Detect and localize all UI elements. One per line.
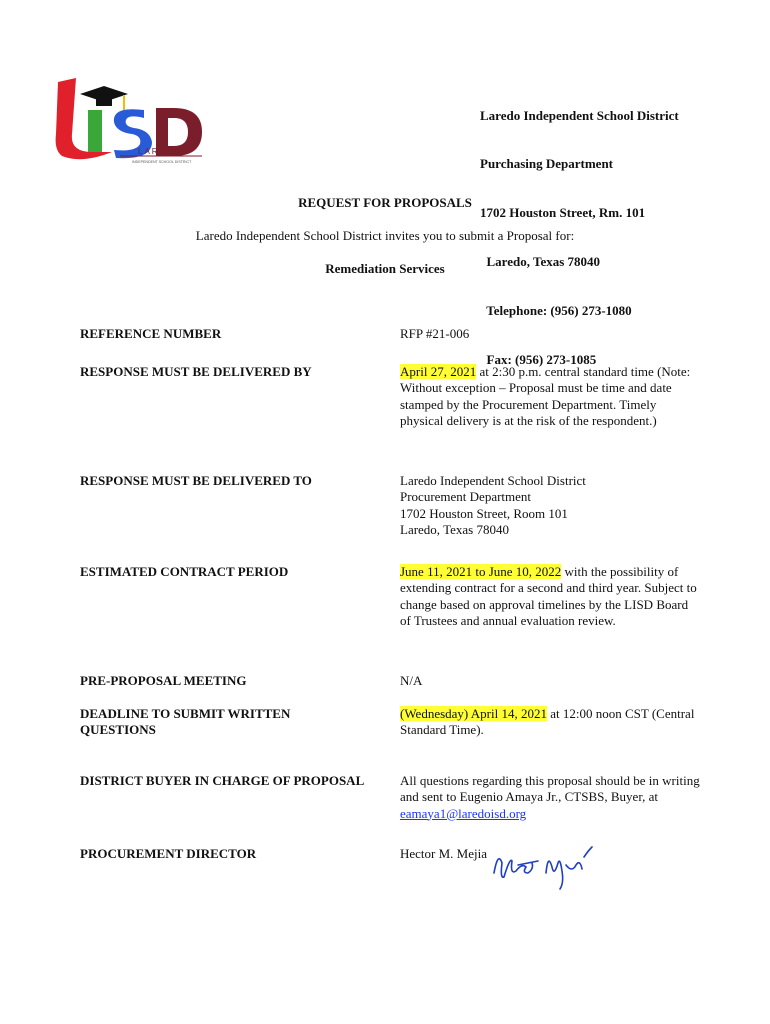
director-label: PROCUREMENT DIRECTOR (80, 846, 257, 861)
document-title: REQUEST FOR PROPOSALS (298, 195, 472, 210)
contract-period-label: ESTIMATED CONTRACT PERIOD (80, 564, 289, 579)
lisd-logo (52, 72, 212, 168)
questions-date: (Wednesday) April 14, 2021 (400, 706, 547, 721)
questions-label-line: QUESTIONS (80, 722, 156, 738)
preproposal-value: N/A (400, 673, 423, 688)
address-line: Fax: (956) 273-1085 (480, 352, 597, 368)
delivered-to-line: Laredo, Texas 78040 (400, 521, 509, 537)
questions-details: at 12:00 noon CST (Central Standard Time). (400, 706, 695, 738)
address-line: Laredo Independent School District (480, 107, 679, 123)
contract-period-value (400, 564, 700, 629)
buyer-label: DISTRICT BUYER IN CHARGE OF PROPOSAL (80, 773, 365, 788)
buyer-email-link[interactable]: eamaya1@laredoisd.org (400, 805, 527, 821)
delivered-to-address (400, 473, 700, 538)
address-line: Telephone: (956) 273-1080 (480, 303, 632, 319)
delivered-by-details: at 2:30 p.m. central standard time (Note: Without exception – Proposal must be time and date stamped by the Procurement Department. Timely physical delivery is at the risk of the respondent.) (400, 364, 691, 428)
service-name: Remediation Services (325, 261, 445, 276)
buyer-text: All questions regarding this proposal should be in writing and sent to Eugenio Amaya Jr., CTSBS, Buyer, at (400, 773, 700, 805)
intro-text: Laredo Independent School District invites you to submit a Proposal for: (195, 228, 575, 243)
delivered-to-line: Laredo Independent School District (400, 473, 586, 488)
buyer-value (400, 773, 700, 822)
logo-subtext: LAREDO (138, 147, 183, 156)
preproposal-label: PRE-PROPOSAL MEETING (80, 673, 247, 688)
address-line: Purchasing Department (480, 156, 614, 172)
contract-dates: June 11, 2021 to June 10, 2022 (400, 564, 562, 579)
reference-label: REFERENCE NUMBER (80, 326, 222, 341)
delivered-to-line: Procurement Department (400, 489, 532, 505)
address-line: 1702 Houston Street, Rm. 101 (480, 205, 646, 221)
reference-value: RFP #21-006 (400, 326, 470, 341)
address-line: Laredo, Texas 78040 (480, 254, 601, 270)
questions-deadline-label (80, 706, 290, 739)
delivered-by-date: April 27, 2021 (400, 364, 477, 379)
delivered-to-label: RESPONSE MUST BE DELIVERED TO (80, 473, 312, 488)
delivered-by-value (400, 364, 700, 429)
logo-tagline: INDEPENDENT SCHOOL DISTRICT (132, 160, 192, 164)
contract-details: with the possibility of extending contract for a second and third year. Subject to change based on approval timelines by the LISD Board of Trustees and annual evaluation review. (400, 564, 697, 628)
delivered-to-line: 1702 Houston Street, Room 101 (400, 505, 568, 521)
questions-label-line: DEADLINE TO SUBMIT WRITTEN (80, 706, 291, 721)
director-name: Hector M. Mejia (400, 846, 488, 861)
questions-deadline-value (400, 706, 700, 739)
signature (488, 843, 598, 893)
delivered-by-label: RESPONSE MUST BE DELIVERED BY (80, 364, 312, 379)
